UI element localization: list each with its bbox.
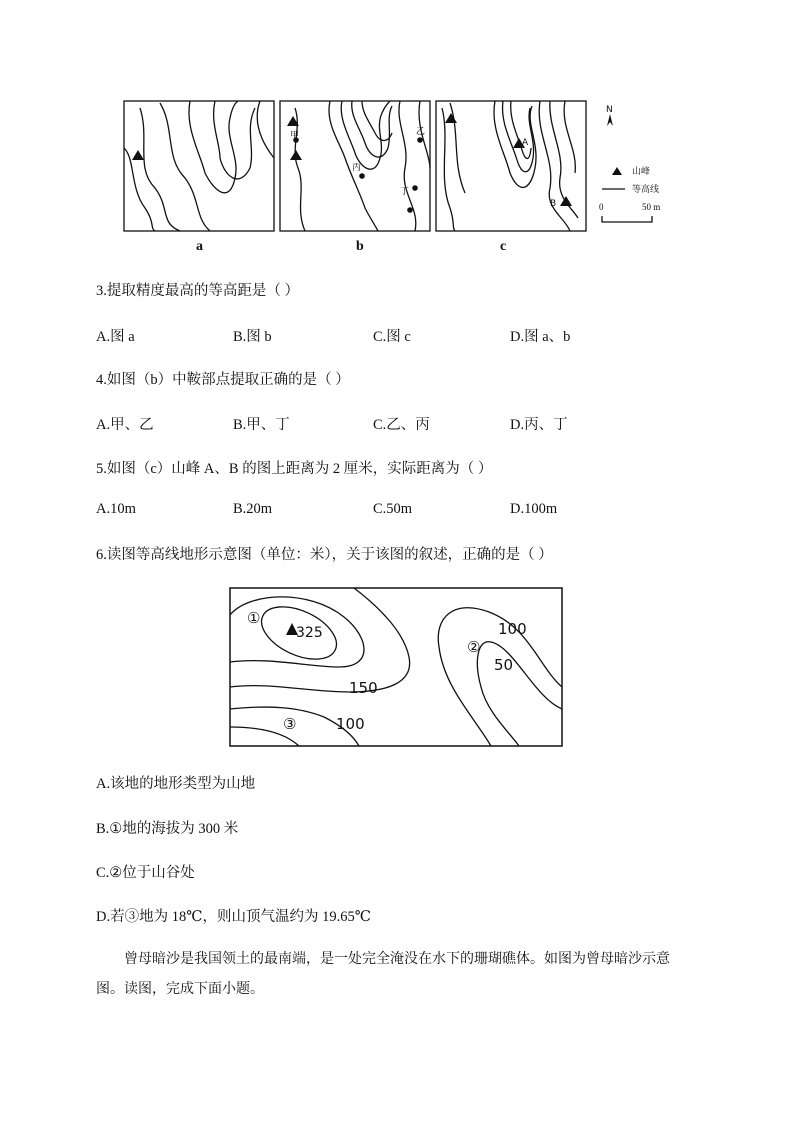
option-a[interactable]: A.甲、乙 [96, 417, 154, 433]
peak-a-1 [132, 150, 144, 160]
point-label-a: A [522, 138, 529, 148]
peak-c-1 [445, 113, 457, 123]
option-b[interactable]: B.20m [233, 501, 273, 517]
contour-label-100-bottom: 100 [336, 715, 365, 733]
option-d[interactable]: D.丙、丁 [510, 417, 568, 433]
option-b[interactable]: B.图 b [233, 329, 272, 345]
contour-comparison-figure [120, 98, 680, 258]
legend-peak-icon [612, 167, 622, 175]
marker-3: ③ [283, 715, 297, 733]
marker-2: ② [467, 638, 481, 656]
point-label-yi: 乙 [416, 127, 426, 137]
option-b[interactable]: B.①地的海拔为 300 米 [96, 821, 239, 837]
option-a[interactable]: A.该地的地形类型为山地 [96, 776, 256, 792]
option-c[interactable]: C.50m [373, 501, 413, 517]
scale-end: 50 m [642, 202, 661, 212]
panel-label-a: a [196, 239, 203, 254]
marker-1: ① [247, 609, 261, 627]
question-5: 5.如图（c）山峰 A、B 的图上距离为 2 厘米，实际距离为（ ） [96, 461, 493, 477]
north-label: N [606, 105, 613, 115]
option-b[interactable]: B.甲、丁 [233, 417, 290, 433]
panel-label-c: c [500, 239, 507, 254]
scale-bar [602, 216, 652, 222]
legend-contour-label: 等高线 [632, 185, 660, 195]
north-arrow-icon [607, 114, 613, 126]
option-a[interactable]: A.10m [96, 501, 136, 517]
reading-passage: 曾母暗沙是我国领土的最南端，是一处完全淹没在水下的珊瑚礁体。如图为曾母暗沙示意图。读图，完成下面小题。 [96, 951, 670, 997]
peak-c-3 [560, 196, 572, 206]
option-d[interactable]: D.100m [510, 501, 558, 517]
option-d[interactable]: D.若③地为 18℃，则山顶气温约为 19.65℃ [96, 909, 371, 925]
point-label-b: B [550, 199, 557, 209]
option-a[interactable]: A.图 a [96, 329, 135, 345]
question-6: 6.读图等高线地形示意图（单位：米），关于该图的叙述，正确的是（ ） [96, 547, 553, 563]
peak-value: 325 [296, 625, 323, 641]
point-label-jia: 甲 [290, 131, 300, 141]
contour-label-100-right: 100 [498, 620, 527, 638]
contour-map-figure [229, 587, 563, 747]
peak-b-2 [290, 150, 302, 160]
scale-start: 0 [599, 202, 604, 212]
legend-peak-label: 山峰 [632, 167, 651, 177]
option-c[interactable]: C.乙、丙 [373, 417, 430, 433]
question-4: 4.如图（b）中鞍部点提取正确的是（ ） [96, 372, 350, 388]
option-d[interactable]: D.图 a、b [510, 329, 571, 345]
option-c[interactable]: C.②位于山谷处 [96, 865, 195, 881]
question-3: 3.提取精度最高的等高距是（ ） [96, 283, 299, 299]
option-c[interactable]: C.图 c [373, 329, 411, 345]
legend [599, 105, 660, 222]
contour-label-150: 150 [349, 679, 378, 697]
point-label-bing: 丙 [352, 163, 362, 173]
contour-label-50: 50 [494, 656, 514, 674]
point-label-ding: 丁 [400, 187, 410, 197]
panel-label-b: b [356, 239, 364, 254]
